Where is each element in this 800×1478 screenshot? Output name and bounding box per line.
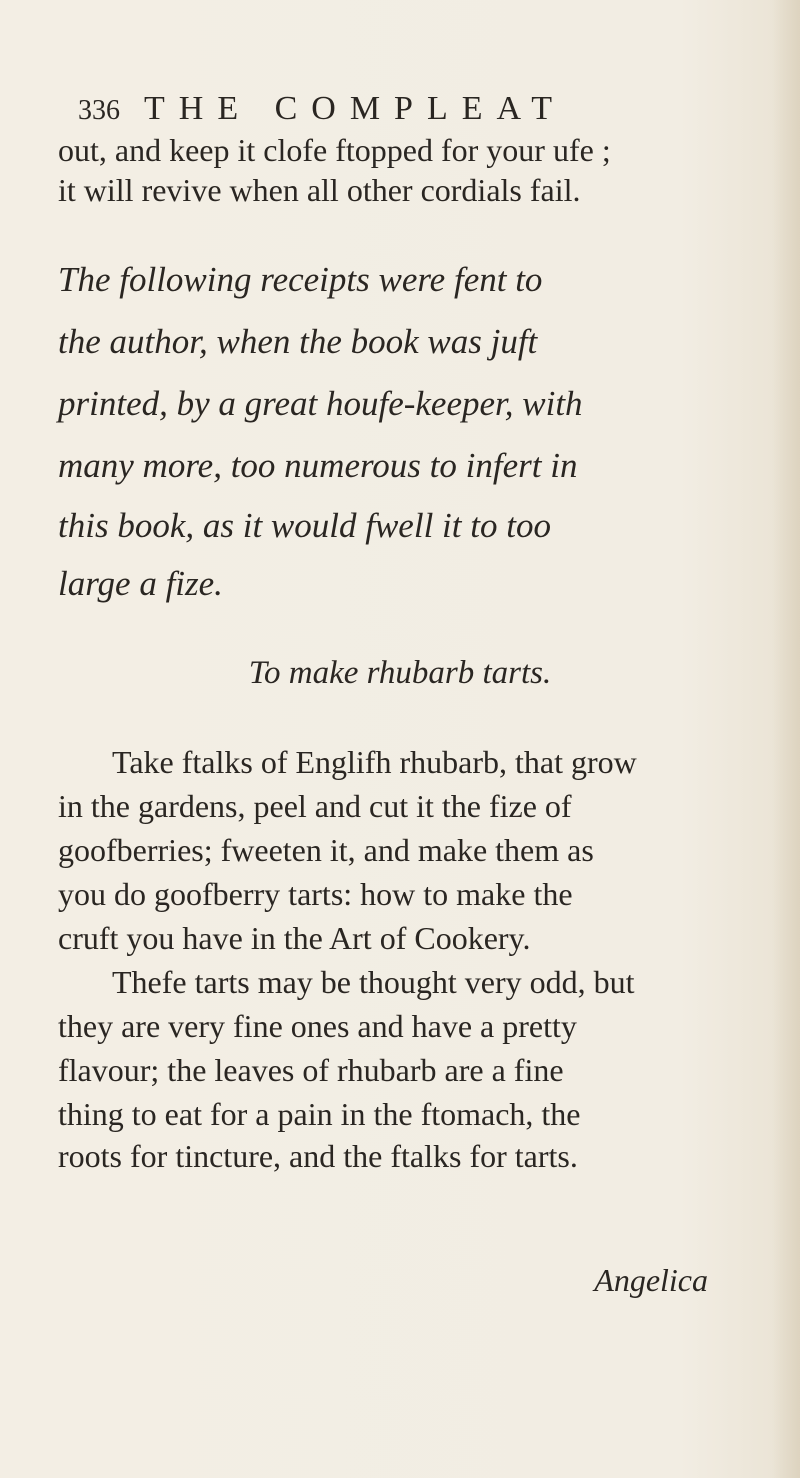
page-edge-shadow bbox=[772, 0, 800, 1478]
note-line: many more, too numerous to infert in bbox=[58, 446, 578, 485]
recipe-line: they are very fine ones and have a pretty bbox=[58, 1008, 577, 1044]
page-number: 336 bbox=[78, 95, 120, 126]
text-line: it will revive when all other cordials fail. bbox=[58, 172, 581, 208]
recipe-line: roots for tincture, and the ftalks for tarts. bbox=[58, 1138, 578, 1174]
note-line: the author, when the book was juft bbox=[58, 322, 538, 361]
note-line: large a fize. bbox=[58, 564, 223, 603]
text-line: out, and keep it clofe ftopped for your ufe ; bbox=[58, 132, 611, 168]
recipe-line: flavour; the leaves of rhubarb are a fine bbox=[58, 1052, 564, 1088]
recipe-line: you do goofberry tarts: how to make the bbox=[58, 876, 573, 912]
recipe-line: thing to eat for a pain in the ftomach, the bbox=[58, 1096, 581, 1132]
recipe-line: cruft you have in the Art of Cookery. bbox=[58, 920, 531, 956]
recipe-line: in the gardens, peel and cut it the fize of bbox=[58, 788, 572, 824]
running-head bbox=[78, 90, 738, 128]
recipe-line: Thefe tarts may be thought very odd, but bbox=[112, 964, 635, 1000]
note-line: printed, by a great houfe-keeper, with bbox=[58, 384, 583, 423]
recipe-line: goofberries; fweeten it, and make them as bbox=[58, 832, 594, 868]
note-line: this book, as it would fwell it to too bbox=[58, 506, 551, 545]
recipe-line: Take ftalks of Englifh rhubarb, that grow bbox=[112, 744, 637, 780]
catchword: Angelica bbox=[594, 1262, 708, 1298]
recipe-title: To make rhubarb tarts. bbox=[248, 655, 552, 691]
running-head-title: THE COMPLEAT bbox=[144, 90, 567, 127]
note-line: The following receipts were fent to bbox=[58, 260, 543, 299]
